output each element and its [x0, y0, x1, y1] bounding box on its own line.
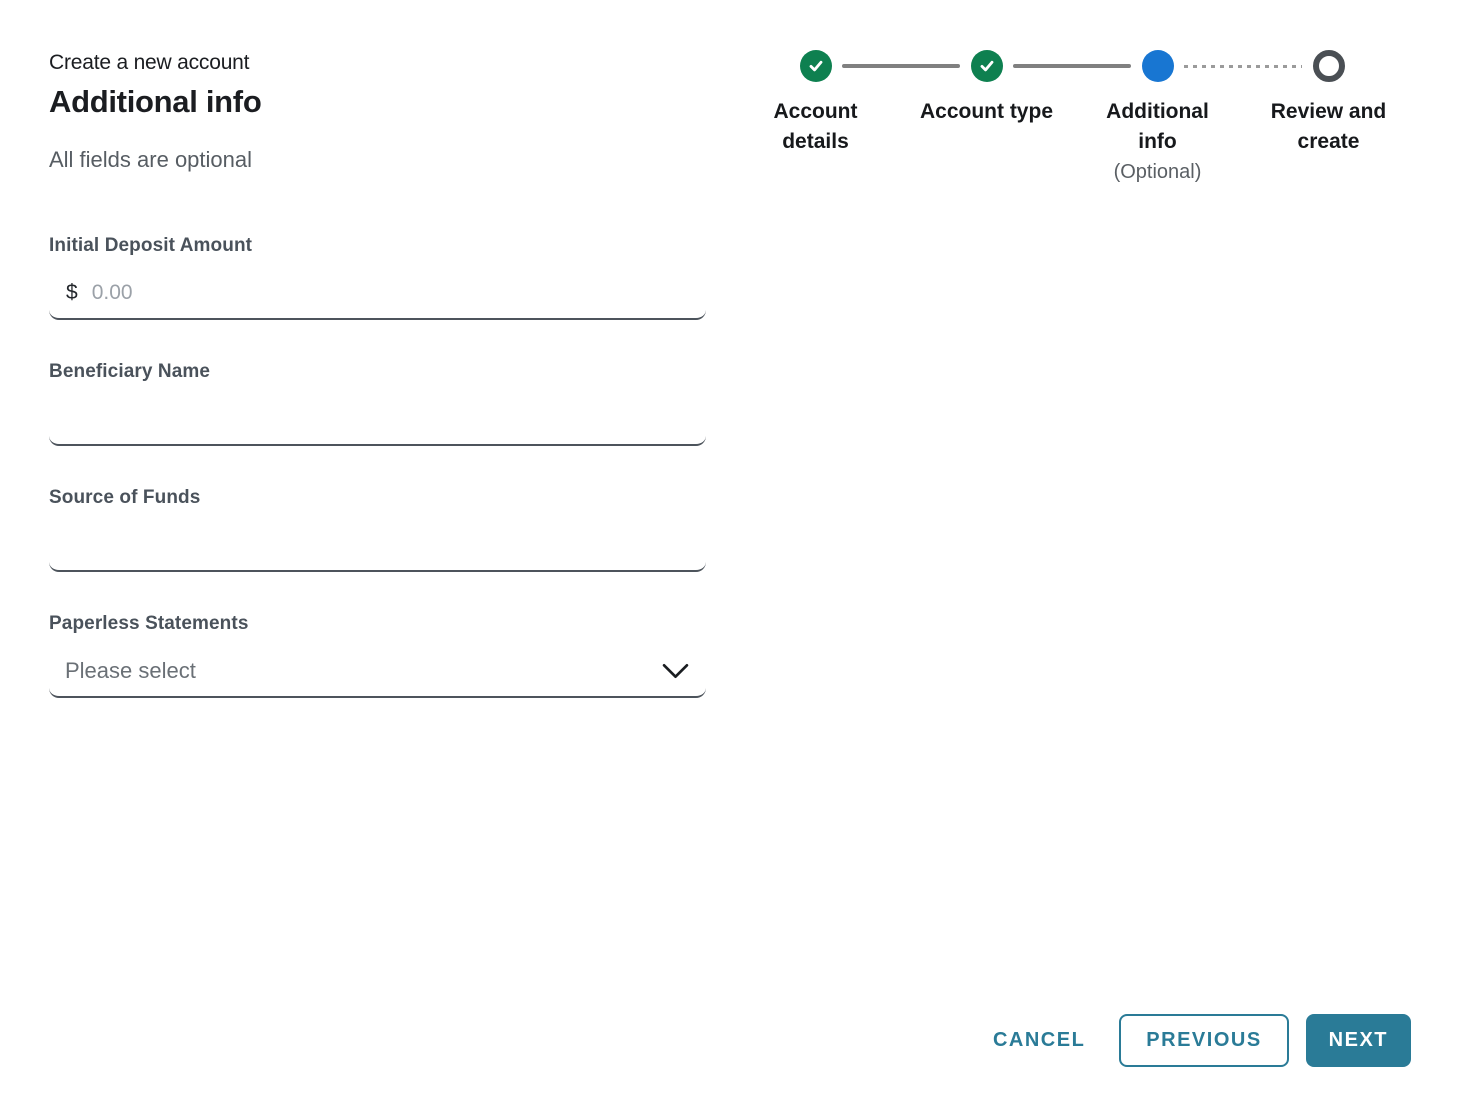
step-account-type[interactable] — [901, 50, 1072, 186]
source-of-funds-input[interactable] — [49, 533, 706, 557]
select-placeholder: Please select — [65, 658, 196, 683]
step-label-line: Account type — [919, 100, 1053, 123]
step-label-line: Review and — [1270, 100, 1387, 123]
next-button[interactable]: NEXT — [1306, 1014, 1411, 1067]
progress-stepper — [730, 50, 1414, 186]
beneficiary-name-field — [49, 360, 706, 446]
page-header — [49, 50, 261, 173]
paperless-statements-label: Paperless Statements — [49, 613, 249, 634]
step-label-line: details — [782, 130, 849, 153]
initial-deposit-label: Initial Deposit Amount — [49, 235, 253, 256]
paperless-statements-field — [49, 612, 706, 698]
initial-deposit-field — [49, 234, 706, 320]
check-circle-icon — [971, 50, 1003, 82]
check-circle-icon — [800, 50, 832, 82]
step-connector-dotted — [1184, 65, 1302, 68]
beneficiary-name-label: Beneficiary Name — [49, 361, 211, 382]
additional-info-form — [49, 234, 706, 738]
step-connector — [842, 64, 960, 68]
beneficiary-name-input[interactable] — [49, 407, 706, 431]
previous-button[interactable]: PREVIOUS — [1119, 1014, 1288, 1067]
step-label — [1072, 97, 1243, 157]
chevron-down-icon — [662, 663, 689, 679]
step-sublabel: (Optional) — [1113, 161, 1202, 183]
initial-deposit-input[interactable] — [92, 281, 706, 305]
paperless-statements-select[interactable] — [49, 646, 706, 698]
step-label — [901, 97, 1072, 127]
source-of-funds-field — [49, 486, 706, 572]
form-actions — [993, 1014, 1411, 1067]
step-additional-info[interactable] — [1072, 50, 1243, 186]
step-label-line: info — [1138, 130, 1177, 153]
dollar-prefix: $ — [66, 281, 78, 304]
source-of-funds-label: Source of Funds — [49, 487, 201, 508]
page-subtitle: All fields are optional — [49, 147, 253, 172]
step-review-and-create[interactable] — [1243, 50, 1414, 186]
step-connector — [1013, 64, 1131, 68]
step-label-line: Additional — [1106, 100, 1209, 123]
step-label-line: create — [1297, 130, 1360, 153]
step-label — [730, 97, 901, 157]
step-account-details[interactable] — [730, 50, 901, 186]
beneficiary-name-input-wrap — [49, 394, 706, 446]
step-label-line: Account — [773, 100, 858, 123]
breadcrumb: Create a new account — [49, 51, 250, 74]
current-step-icon — [1142, 50, 1174, 82]
source-of-funds-input-wrap — [49, 520, 706, 572]
upcoming-step-icon — [1313, 50, 1345, 82]
initial-deposit-input-wrap — [49, 268, 706, 320]
cancel-button[interactable]: CANCEL — [992, 1029, 1086, 1051]
page-title: Additional info — [49, 84, 262, 119]
step-label — [1243, 97, 1414, 157]
